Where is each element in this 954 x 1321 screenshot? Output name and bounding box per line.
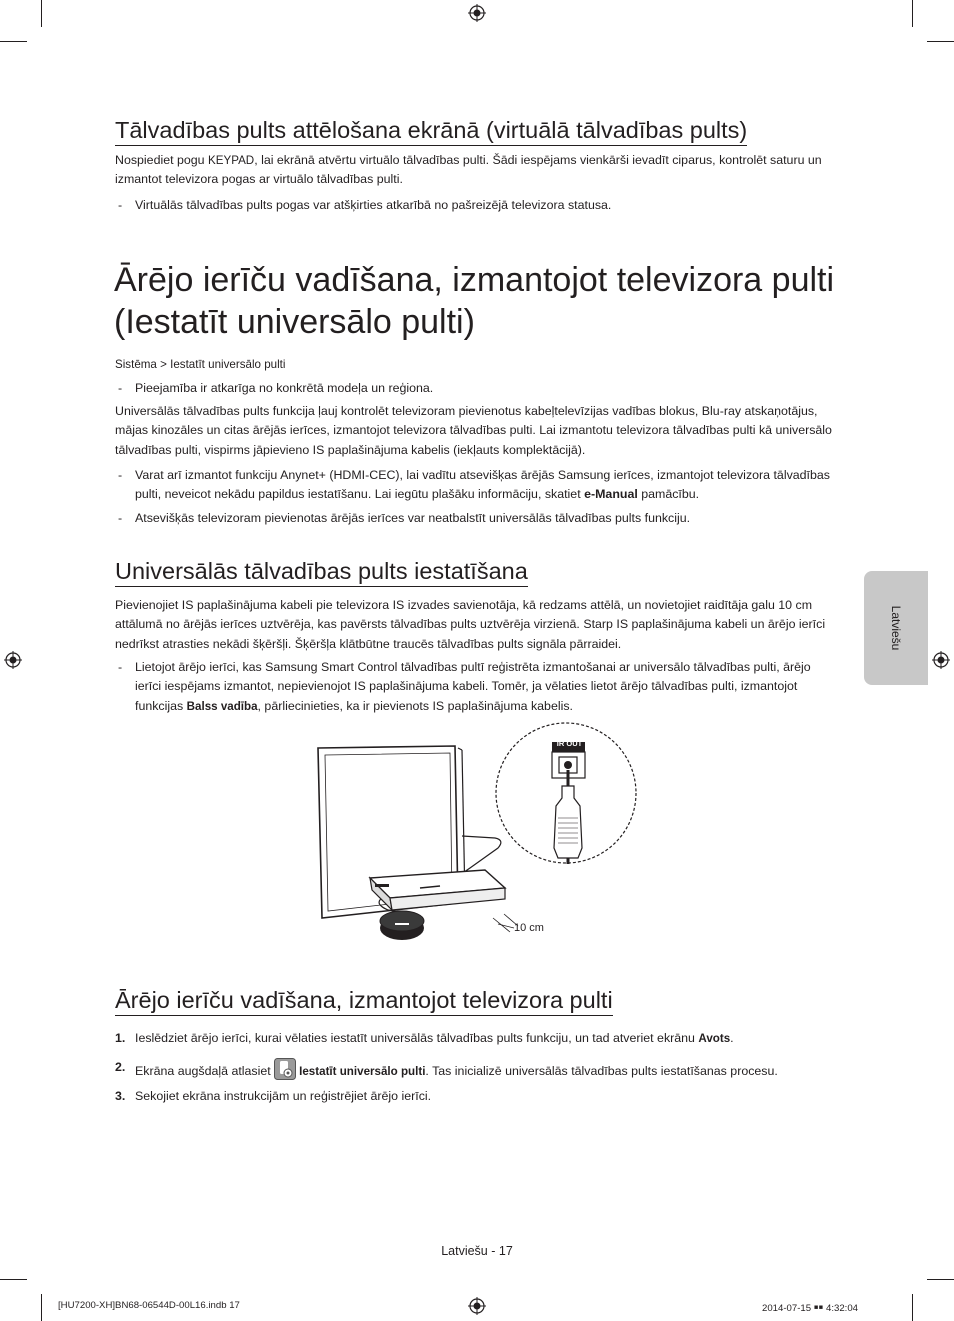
crop-mark xyxy=(927,1279,954,1280)
note-item: - Pieejamība ir atkarīga no konkrētā modeļa un reģiona. xyxy=(118,381,434,395)
crop-mark xyxy=(0,1279,27,1280)
note-item: - Varat arī izmantot funkciju Anynet+ (HDMI-CEC), lai vadītu atsevišķas ārējās Samsung ierīces, izmantojot televizora tālvadības pulti, neveicot nekādu papildus iestatīšanu. Lai iegūtu plašāku informāciju, skatiet e-Manual pamācību. xyxy=(118,468,830,502)
step-item: 1. Ieslēdziet ārējo ierīci, kurai vēlaties iestatīt universālās tālvadības pults funkciju, un tad atveriet ekrānu Avots. xyxy=(115,1031,734,1045)
section-heading-control: Ārējo ierīču vadīšana, izmantojot televizora pulti xyxy=(115,986,613,1016)
note-item: - Atsevišķās televizoram pievienotas ārējās ierīces var neatbalstīt universālās tālvadības pults funkciju. xyxy=(118,511,691,525)
page-title: Ārējo ierīču vadīšana, izmantojot televizora pulti (Iestatīt universālo pulti) xyxy=(114,261,835,341)
page-number: Latviešu - 17 xyxy=(441,1244,513,1258)
note-item: - Virtuālās tālvadības pults pogas var atšķirties atkarībā no pašreizējā televizora statusa. xyxy=(118,198,612,212)
paragraph-keypad: Nospiediet pogu KEYPAD, lai ekrānā atvērtu virtuālo tālvadības pulti. Šādi iespējams vienkārši ievadīt ciparus, kontrolēt saturu un izmantot televizora pogas ar virtuālo tālvadības pulti. xyxy=(115,153,822,187)
ir-emitter-illustration xyxy=(380,911,424,940)
distance-label: 10 cm xyxy=(514,922,544,934)
crop-mark xyxy=(927,41,954,42)
settings-remote-icon xyxy=(274,1058,296,1080)
registration-mark-icon xyxy=(468,4,486,22)
crop-mark xyxy=(41,0,42,27)
language-tab xyxy=(864,571,928,685)
language-tab-label: Latviešu xyxy=(889,605,903,651)
step-item: 3. Sekojiet ekrāna instrukcijām un reģistrējiet ārējo ierīci. xyxy=(115,1089,432,1103)
paragraph-ir-cable: Pievienojiet IS paplašinājuma kabeli pie televizora IS izvades savienotāja, kā redzams attēlā, un novietojiet raidītāja galu 10 cm attālumā no ārējās ierīces uztvērēja, kas pavērsts tālvadības pults uztvērēja virzienā. Starp IS paplašinājuma kabeli un ārējo ierīci nedrīkst atrasties nekādi šķēršļi. Šķēršļa klātbūtne traucēs tālvadības pults signāla pārraidei. xyxy=(115,598,826,651)
section-heading-setup: Universālās tālvadības pults iestatīšana xyxy=(115,557,528,587)
menu-path: Sistēma > Iestatīt universālo pulti xyxy=(115,358,286,371)
step-item: 2. Ekrāna augšdaļā atlasiet Iestatīt universālo pulti. Tas inicializē universālās tālvadības pults iestatīšanas procesu. xyxy=(115,1060,778,1078)
ir-connection-diagram xyxy=(300,718,640,948)
registration-mark-icon xyxy=(932,651,950,669)
section-heading-virtual-remote: Tālvadības pults attēlošana ekrānā (virtuālā tālvadības pults) xyxy=(115,116,747,146)
crop-mark xyxy=(41,1294,42,1321)
note-item: - Lietojot ārējo ierīci, kas Samsung Smart Control tālvadības pultī reģistrēta izmantošanai ar universālo tālvadības pulti, ārējo ierīci iespējams izmantot, nepievienojot IS paplašinājuma kabeli. Tomēr, ja vēlaties lietot ārējo tālvadības pulti, izmantojot funkcijas Balss vadība, pārliecinieties, ka ir pievienots IS paplašinājuma kabelis. xyxy=(118,660,811,713)
paragraph-universal-remote: Universālās tālvadības pults funkcija ļauj kontrolēt televizoram pievienotus kabeļtelevīzijas vadības blokus, Blu-ray atskaņotājus, mājas kinozāles un citas ārējās ierīces, izmantojot televizora tālvadības pulti. Lai izmantotu televizora tālvadības pulti kā universālo tālvadības pulti, vispirms jāpievieno IS paplašinājuma kabelis (iekļauts komplektācijā). xyxy=(115,404,832,457)
crop-mark xyxy=(912,0,913,27)
file-info: [HU7200-XH]BN68-06544D-00L16.indb 17 xyxy=(58,1300,240,1311)
port-label: IR OUT xyxy=(556,739,583,748)
registration-mark-icon xyxy=(4,651,22,669)
crop-mark xyxy=(912,1294,913,1321)
registration-mark-icon xyxy=(468,1297,486,1315)
crop-mark xyxy=(0,41,27,42)
print-timestamp: 2014-07-15 ￭￭ 4:32:04 xyxy=(762,1303,859,1314)
external-device-illustration xyxy=(370,870,505,910)
keypad-key-label: KEYPAD xyxy=(208,154,255,167)
